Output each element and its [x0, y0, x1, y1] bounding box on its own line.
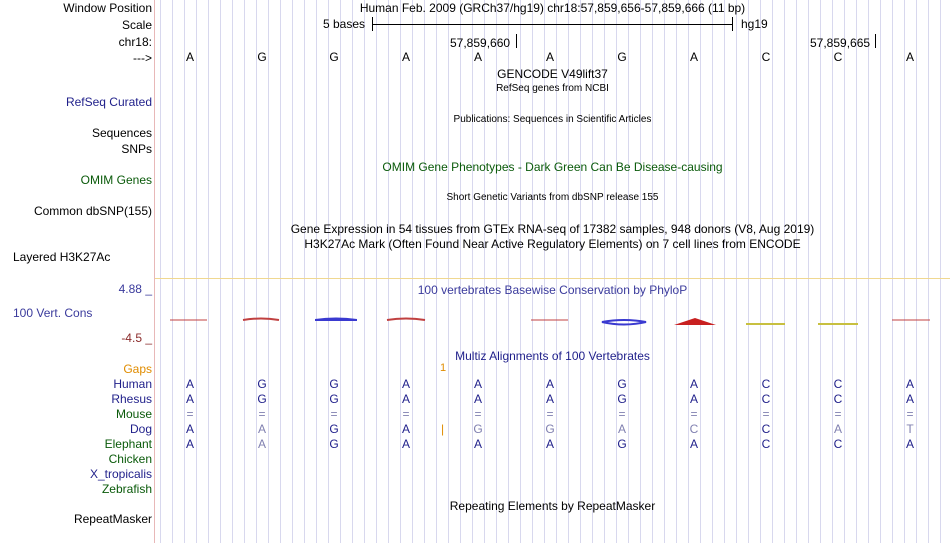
base: C [833, 437, 843, 451]
track-label-zebrafish[interactable]: Zebrafish [101, 482, 152, 496]
track-label-human[interactable]: Human [113, 377, 152, 391]
base: C [761, 377, 771, 391]
base: C [833, 50, 843, 64]
alignment-row-elephant [155, 437, 950, 451]
base: G [329, 437, 339, 451]
publications-track-title: Publications: Sequences in Scientific Articles [453, 114, 652, 125]
scale-label: Scale [121, 18, 152, 32]
base: C [761, 437, 771, 451]
base: A [905, 50, 914, 64]
alignment-row-mouse [155, 407, 950, 421]
base: G [329, 422, 339, 436]
base: A [545, 392, 554, 406]
base: A [401, 422, 410, 436]
base: = [546, 407, 554, 421]
base: = [834, 407, 842, 421]
track-label-xtropicalis[interactable]: X_tropicalis [89, 467, 152, 481]
track-label-mouse[interactable]: Mouse [115, 407, 152, 421]
base: = [330, 407, 338, 421]
base: G [257, 50, 267, 64]
multiz-track-title: Multiz Alignments of 100 Vertebrates [455, 349, 650, 363]
repeatmasker-track-title: Repeating Elements by RepeatMasker [449, 499, 656, 513]
phylop-mark-3 [315, 318, 357, 322]
base: = [762, 407, 770, 421]
track-label-elephant[interactable]: Elephant [104, 437, 152, 451]
base: A [473, 437, 482, 451]
base: G [545, 422, 555, 436]
base: A [689, 392, 698, 406]
base: A [401, 437, 410, 451]
track-label-dbsnp[interactable]: Common dbSNP(155) [33, 204, 152, 218]
phylop-mark-2 [243, 319, 279, 321]
base: A [689, 50, 698, 64]
base: G [617, 437, 627, 451]
base: A [617, 422, 626, 436]
base: A [689, 377, 698, 391]
track-label-gaps[interactable]: Gaps [123, 362, 152, 376]
phylop-min-label: -4.5 _ [121, 331, 152, 345]
base: A [689, 437, 698, 451]
base: A [401, 377, 410, 391]
track-label-refseq[interactable]: RefSeq Curated [65, 95, 152, 109]
omim-track-title: OMIM Gene Phenotypes - Dark Green Can Be Disease-causing [382, 160, 723, 174]
base: C [833, 377, 843, 391]
base: A [833, 422, 842, 436]
base: = [474, 407, 482, 421]
base: = [258, 407, 266, 421]
alignment-row-rhesus [155, 392, 950, 406]
phylop-mark-6 [602, 320, 646, 325]
base: A [257, 422, 266, 436]
ruler-tick-2 [875, 34, 876, 48]
track-label-repeatmasker[interactable]: RepeatMasker [73, 512, 152, 526]
track-label-sequences[interactable]: Sequences [91, 126, 152, 140]
base: G [473, 422, 483, 436]
gtex-track-title: Gene Expression in 54 tissues from GTEx RNA-seq of 17382 samples, 948 donors (V8, Aug 2019) [290, 222, 815, 236]
base: A [473, 377, 482, 391]
base: = [402, 407, 410, 421]
track-label-snps[interactable]: SNPs [121, 142, 152, 156]
base: C [761, 50, 771, 64]
base: A [473, 50, 482, 64]
track-label-chicken[interactable]: Chicken [108, 452, 152, 466]
base: G [329, 377, 339, 391]
base: A [905, 377, 914, 391]
track-labels-panel [0, 0, 154, 543]
ruler-position-1: 57,859,660 [450, 36, 511, 50]
scale-bar-label: 5 bases [323, 17, 366, 31]
base: T [906, 422, 914, 436]
gap-marker: 1 [440, 362, 447, 374]
base: A [473, 392, 482, 406]
base: A [401, 50, 410, 64]
scale-bar-right-tick [732, 17, 733, 31]
window-position-text: Human Feb. 2009 (GRCh37/hg19) chr18:57,859,656-57,859,666 (11 bp) [359, 1, 746, 15]
dbsnp-track-title: Short Genetic Variants from dbSNP release 155 [446, 192, 659, 203]
ruler-position-2: 57,859,665 [810, 36, 871, 50]
window-position-label: Window Position [63, 1, 152, 15]
tracks-image[interactable] [155, 0, 950, 543]
refseq-track-title: RefSeq genes from NCBI [496, 83, 609, 94]
assembly-label: hg19 [741, 17, 768, 31]
track-label-omim[interactable]: OMIM Genes [80, 173, 152, 187]
reference-sequence [155, 50, 950, 64]
base: A [185, 422, 194, 436]
phylop-conservation-plot [155, 312, 950, 332]
base: C [761, 392, 771, 406]
strand-label[interactable]: ---> [133, 51, 152, 65]
alignment-row-dog [155, 422, 950, 436]
base: G [257, 392, 267, 406]
phylop-mark-7 [674, 318, 716, 325]
base: C [689, 422, 699, 436]
track-label-h3k27ac[interactable]: Layered H3K27Ac [13, 250, 111, 264]
base: A [401, 392, 410, 406]
alignment-row-human [155, 377, 950, 391]
base: G [617, 377, 627, 391]
base: G [257, 377, 267, 391]
base: G [617, 392, 627, 406]
track-label-dog[interactable]: Dog [129, 422, 152, 436]
base: C [833, 392, 843, 406]
base: A [185, 50, 194, 64]
base: G [329, 392, 339, 406]
dog-insertion-marker: | [441, 422, 445, 436]
base: A [185, 392, 194, 406]
base: A [185, 377, 194, 391]
h3k27ac-track-title: H3K27Ac Mark (Often Found Near Active Regulatory Elements) on 7 cell lines from ENCODE [304, 237, 801, 251]
phylop-mark-4 [387, 319, 425, 321]
track-label-rhesus[interactable]: Rhesus [111, 392, 152, 406]
base: A [905, 437, 914, 451]
scale-bar [372, 24, 733, 25]
phylop-mark-9 [818, 323, 858, 325]
base: = [186, 407, 194, 421]
base: = [690, 407, 698, 421]
base: = [618, 407, 626, 421]
base: A [545, 437, 554, 451]
base: C [761, 422, 771, 436]
base: G [617, 50, 627, 64]
base: A [545, 50, 554, 64]
phylop-max-label: 4.88 _ [118, 282, 152, 296]
track-label-cons[interactable]: 100 Vert. Cons [13, 306, 93, 320]
base: A [545, 377, 554, 391]
base: A [185, 437, 194, 451]
ruler-tick-1 [516, 34, 517, 48]
base: A [905, 392, 914, 406]
base: G [329, 50, 339, 64]
chrom-label: chr18: [118, 35, 152, 49]
gencode-track-title: GENCODE V49lift37 [497, 67, 608, 81]
phylop-track-title: 100 vertebrates Basewise Conservation by PhyloP [417, 283, 688, 297]
base: = [906, 407, 914, 421]
phylop-mark-8 [746, 323, 785, 325]
base: A [257, 437, 266, 451]
